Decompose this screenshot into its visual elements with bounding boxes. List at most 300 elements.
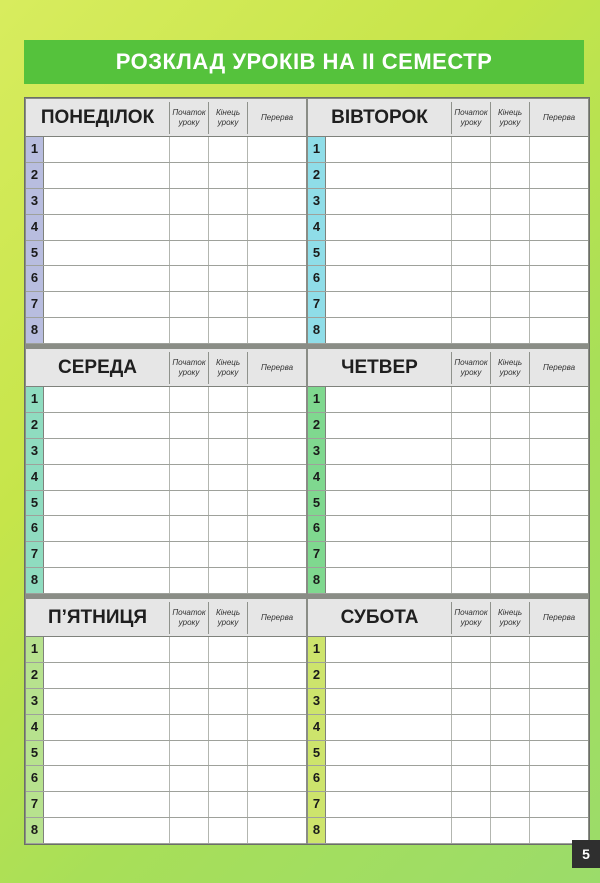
col-header-lesson-end — [490, 602, 529, 634]
break-cell[interactable] — [529, 387, 588, 412]
lesson-number: 5 — [308, 491, 326, 516]
lesson-end-cell[interactable] — [490, 516, 529, 541]
lesson-end-cell[interactable] — [208, 568, 247, 593]
lesson-end-cell[interactable] — [490, 663, 529, 688]
lesson-number: 8 — [308, 318, 326, 343]
lesson-number: 3 — [308, 689, 326, 714]
lesson-number: 2 — [26, 413, 44, 438]
subject-cell[interactable] — [44, 413, 169, 438]
col-header-break: Перерва — [529, 102, 588, 134]
lesson-start-cell[interactable] — [451, 689, 490, 714]
lesson-end-cell[interactable] — [208, 465, 247, 490]
day-header — [26, 349, 306, 387]
lesson-row — [26, 818, 306, 844]
subject-cell[interactable] — [326, 163, 451, 188]
lesson-end-cell[interactable] — [490, 189, 529, 214]
lesson-end-cell[interactable] — [208, 318, 247, 343]
break-cell[interactable] — [247, 792, 306, 817]
day-block-tuesday — [308, 99, 588, 344]
lesson-row — [26, 266, 306, 292]
subject-cell[interactable] — [326, 491, 451, 516]
lesson-number: 4 — [308, 465, 326, 490]
lesson-row — [308, 215, 588, 241]
lesson-end-cell[interactable] — [490, 465, 529, 490]
lesson-end-cell[interactable] — [490, 568, 529, 593]
subject-cell[interactable] — [44, 689, 169, 714]
day-header — [26, 599, 306, 637]
lesson-row — [26, 637, 306, 663]
col-header-line: Початок — [172, 608, 206, 617]
lesson-number: 7 — [308, 792, 326, 817]
subject-cell[interactable] — [44, 542, 169, 567]
lesson-number: 8 — [26, 318, 44, 343]
break-cell[interactable] — [247, 818, 306, 843]
subject-cell[interactable] — [44, 241, 169, 266]
lesson-start-cell[interactable] — [451, 637, 490, 662]
col-header-line: уроку — [499, 368, 521, 377]
lesson-start-cell[interactable] — [451, 792, 490, 817]
lesson-end-cell[interactable] — [208, 215, 247, 240]
subject-cell[interactable] — [44, 766, 169, 791]
lesson-start-cell[interactable] — [169, 387, 208, 412]
subject-cell[interactable] — [44, 439, 169, 464]
col-header-lesson-end — [490, 102, 529, 134]
subject-cell[interactable] — [326, 439, 451, 464]
lesson-end-cell[interactable] — [490, 413, 529, 438]
lesson-number: 3 — [26, 689, 44, 714]
lesson-start-cell[interactable] — [451, 387, 490, 412]
col-header-break: Перерва — [529, 352, 588, 384]
day-header — [26, 99, 306, 137]
lesson-end-cell[interactable] — [208, 413, 247, 438]
timetable — [24, 97, 590, 845]
break-cell[interactable] — [529, 413, 588, 438]
lesson-number: 5 — [308, 741, 326, 766]
day-header — [308, 599, 588, 637]
lesson-start-cell[interactable] — [451, 766, 490, 791]
lesson-start-cell[interactable] — [169, 137, 208, 162]
lesson-number: 3 — [26, 439, 44, 464]
subject-cell[interactable] — [326, 266, 451, 291]
lesson-start-cell[interactable] — [451, 465, 490, 490]
lesson-end-cell[interactable] — [490, 163, 529, 188]
break-cell[interactable] — [529, 465, 588, 490]
lesson-number: 2 — [308, 413, 326, 438]
break-cell[interactable] — [247, 465, 306, 490]
lesson-end-cell[interactable] — [490, 491, 529, 516]
break-cell[interactable] — [247, 663, 306, 688]
lesson-row — [308, 292, 588, 318]
break-cell[interactable] — [247, 189, 306, 214]
lesson-end-cell[interactable] — [208, 292, 247, 317]
break-cell[interactable] — [529, 542, 588, 567]
lesson-start-cell[interactable] — [451, 818, 490, 843]
break-cell[interactable] — [529, 516, 588, 541]
lesson-row — [26, 163, 306, 189]
lesson-number: 4 — [308, 215, 326, 240]
lesson-end-cell[interactable] — [490, 689, 529, 714]
col-header-lesson-start — [169, 602, 208, 634]
lesson-start-cell[interactable] — [451, 663, 490, 688]
lesson-end-cell[interactable] — [490, 137, 529, 162]
lesson-number: 3 — [308, 189, 326, 214]
lesson-start-cell[interactable] — [169, 637, 208, 662]
lesson-end-cell[interactable] — [208, 766, 247, 791]
lesson-end-cell[interactable] — [208, 542, 247, 567]
day-name: П’ЯТНИЦЯ — [47, 607, 148, 628]
lesson-start-cell[interactable] — [169, 741, 208, 766]
lesson-end-cell[interactable] — [490, 818, 529, 843]
break-cell[interactable] — [247, 491, 306, 516]
subject-cell[interactable] — [326, 413, 451, 438]
lesson-row — [308, 542, 588, 568]
col-header-line: уроку — [499, 618, 521, 627]
lesson-start-cell[interactable] — [169, 516, 208, 541]
lesson-start-cell[interactable] — [451, 266, 490, 291]
col-header-break: Перерва — [247, 352, 306, 384]
col-header-line: Кінець — [497, 108, 523, 117]
lesson-number: 8 — [308, 818, 326, 843]
col-header-line: уроку — [217, 368, 239, 377]
lesson-row — [26, 292, 306, 318]
col-header-line: Кінець — [497, 358, 523, 367]
lesson-end-cell[interactable] — [208, 637, 247, 662]
subject-cell[interactable] — [44, 516, 169, 541]
lesson-row — [308, 189, 588, 215]
subject-cell[interactable] — [44, 137, 169, 162]
break-cell[interactable] — [529, 715, 588, 740]
lesson-row — [308, 741, 588, 767]
break-cell[interactable] — [247, 689, 306, 714]
lesson-end-cell[interactable] — [490, 439, 529, 464]
lesson-start-cell[interactable] — [451, 413, 490, 438]
day-name: ПОНЕДІЛОК — [40, 107, 155, 128]
lesson-row — [308, 516, 588, 542]
break-cell[interactable] — [247, 241, 306, 266]
break-cell[interactable] — [247, 715, 306, 740]
lesson-end-cell[interactable] — [208, 163, 247, 188]
lesson-number: 6 — [26, 266, 44, 291]
subject-cell[interactable] — [326, 766, 451, 791]
subject-cell[interactable] — [326, 215, 451, 240]
subject-cell[interactable] — [326, 568, 451, 593]
lesson-row — [308, 792, 588, 818]
lesson-row — [26, 215, 306, 241]
lesson-start-cell[interactable] — [169, 439, 208, 464]
lesson-number: 7 — [26, 292, 44, 317]
break-cell[interactable] — [247, 766, 306, 791]
break-cell[interactable] — [529, 241, 588, 266]
lesson-row — [26, 766, 306, 792]
lesson-end-cell[interactable] — [208, 189, 247, 214]
day-name: СУБОТА — [340, 607, 419, 628]
lesson-row — [308, 413, 588, 439]
break-cell[interactable] — [529, 663, 588, 688]
col-header-line: уроку — [178, 118, 200, 127]
col-header-line: Початок — [172, 358, 206, 367]
lesson-start-cell[interactable] — [169, 465, 208, 490]
subject-cell[interactable] — [44, 792, 169, 817]
break-cell[interactable] — [529, 266, 588, 291]
break-cell[interactable] — [529, 741, 588, 766]
lesson-row — [26, 189, 306, 215]
lesson-end-cell[interactable] — [208, 715, 247, 740]
lesson-end-cell[interactable] — [208, 491, 247, 516]
lesson-number: 4 — [26, 715, 44, 740]
subject-cell[interactable] — [44, 163, 169, 188]
lesson-start-cell[interactable] — [451, 439, 490, 464]
break-cell[interactable] — [247, 137, 306, 162]
subject-cell[interactable] — [326, 292, 451, 317]
lesson-number: 2 — [308, 163, 326, 188]
lesson-end-cell[interactable] — [208, 689, 247, 714]
break-cell[interactable] — [247, 292, 306, 317]
lesson-end-cell[interactable] — [208, 663, 247, 688]
lesson-number: 1 — [308, 137, 326, 162]
break-cell[interactable] — [529, 215, 588, 240]
break-cell[interactable] — [247, 637, 306, 662]
subject-cell[interactable] — [44, 387, 169, 412]
lesson-row — [26, 465, 306, 491]
col-header-line: Початок — [172, 108, 206, 117]
lesson-row — [308, 689, 588, 715]
lesson-number: 5 — [26, 741, 44, 766]
lesson-end-cell[interactable] — [208, 266, 247, 291]
break-cell[interactable] — [247, 215, 306, 240]
subject-cell[interactable] — [326, 637, 451, 662]
lesson-end-cell[interactable] — [208, 818, 247, 843]
subject-cell[interactable] — [44, 818, 169, 843]
lesson-number: 2 — [26, 663, 44, 688]
lesson-number: 7 — [26, 542, 44, 567]
break-cell[interactable] — [529, 189, 588, 214]
subject-cell[interactable] — [44, 663, 169, 688]
break-cell[interactable] — [247, 413, 306, 438]
subject-cell[interactable] — [326, 516, 451, 541]
page-title: РОЗКЛАД УРОКІВ НА ІІ СЕМЕСТР — [24, 40, 584, 84]
lesson-start-cell[interactable] — [451, 215, 490, 240]
break-cell[interactable] — [247, 568, 306, 593]
lesson-start-cell[interactable] — [169, 663, 208, 688]
lesson-start-cell[interactable] — [169, 266, 208, 291]
lesson-end-cell[interactable] — [490, 766, 529, 791]
break-cell[interactable] — [247, 439, 306, 464]
lesson-number: 8 — [26, 568, 44, 593]
break-cell[interactable] — [529, 568, 588, 593]
lesson-row — [26, 387, 306, 413]
lesson-row — [26, 491, 306, 517]
break-cell[interactable] — [529, 292, 588, 317]
lesson-end-cell[interactable] — [490, 387, 529, 412]
break-cell[interactable] — [529, 439, 588, 464]
subject-cell[interactable] — [44, 741, 169, 766]
lesson-start-cell[interactable] — [451, 542, 490, 567]
day-block-monday — [26, 99, 306, 344]
subject-cell[interactable] — [44, 266, 169, 291]
subject-cell[interactable] — [326, 387, 451, 412]
lesson-start-cell[interactable] — [169, 792, 208, 817]
lesson-end-cell[interactable] — [490, 715, 529, 740]
subject-cell[interactable] — [326, 689, 451, 714]
day-name: СЕРЕДА — [58, 357, 137, 378]
lesson-start-cell[interactable] — [451, 715, 490, 740]
lesson-end-cell[interactable] — [490, 741, 529, 766]
lesson-end-cell[interactable] — [208, 387, 247, 412]
lesson-row — [26, 137, 306, 163]
lesson-start-cell[interactable] — [169, 766, 208, 791]
subject-cell[interactable] — [44, 637, 169, 662]
lesson-number: 3 — [308, 439, 326, 464]
subject-cell[interactable] — [44, 215, 169, 240]
lesson-row — [26, 568, 306, 594]
lesson-end-cell[interactable] — [490, 792, 529, 817]
lesson-row — [308, 568, 588, 594]
break-cell[interactable] — [247, 741, 306, 766]
col-header-line: Кінець — [215, 108, 241, 117]
subject-cell[interactable] — [326, 663, 451, 688]
col-header-break: Перерва — [529, 602, 588, 634]
col-header-lesson-end — [490, 352, 529, 384]
lesson-start-cell[interactable] — [169, 292, 208, 317]
col-header-lesson-start — [451, 352, 490, 384]
lesson-row — [26, 318, 306, 344]
lesson-end-cell[interactable] — [208, 137, 247, 162]
lesson-start-cell[interactable] — [451, 292, 490, 317]
break-cell[interactable] — [529, 766, 588, 791]
lesson-start-cell[interactable] — [169, 241, 208, 266]
lesson-start-cell[interactable] — [169, 542, 208, 567]
day-header — [308, 99, 588, 137]
lesson-row — [26, 413, 306, 439]
break-cell[interactable] — [529, 637, 588, 662]
lesson-row — [308, 766, 588, 792]
break-cell[interactable] — [247, 266, 306, 291]
lesson-start-cell[interactable] — [451, 241, 490, 266]
lesson-row — [308, 637, 588, 663]
break-cell[interactable] — [247, 516, 306, 541]
lesson-start-cell[interactable] — [169, 715, 208, 740]
lesson-number: 8 — [308, 568, 326, 593]
lesson-start-cell[interactable] — [169, 215, 208, 240]
subject-cell[interactable] — [44, 292, 169, 317]
lesson-start-cell[interactable] — [169, 491, 208, 516]
subject-cell[interactable] — [44, 491, 169, 516]
lesson-end-cell[interactable] — [490, 215, 529, 240]
lesson-row — [26, 516, 306, 542]
lesson-start-cell[interactable] — [451, 318, 490, 343]
subject-cell[interactable] — [44, 568, 169, 593]
lesson-number: 4 — [308, 715, 326, 740]
lesson-start-cell[interactable] — [451, 568, 490, 593]
lesson-number: 5 — [26, 491, 44, 516]
lesson-end-cell[interactable] — [208, 516, 247, 541]
lesson-end-cell[interactable] — [490, 542, 529, 567]
lesson-start-cell[interactable] — [169, 189, 208, 214]
lesson-start-cell[interactable] — [169, 163, 208, 188]
lesson-number: 6 — [308, 516, 326, 541]
lesson-number: 4 — [26, 465, 44, 490]
lesson-end-cell[interactable] — [208, 741, 247, 766]
lesson-end-cell[interactable] — [490, 266, 529, 291]
lesson-start-cell[interactable] — [451, 491, 490, 516]
lesson-number: 1 — [308, 387, 326, 412]
lesson-start-cell[interactable] — [169, 318, 208, 343]
lesson-start-cell[interactable] — [451, 137, 490, 162]
lesson-start-cell[interactable] — [169, 568, 208, 593]
subject-cell[interactable] — [326, 189, 451, 214]
lesson-row — [308, 387, 588, 413]
subject-cell[interactable] — [44, 715, 169, 740]
lesson-end-cell[interactable] — [490, 637, 529, 662]
lesson-end-cell[interactable] — [208, 439, 247, 464]
lesson-start-cell[interactable] — [451, 516, 490, 541]
col-header-lesson-start — [451, 602, 490, 634]
subject-cell[interactable] — [326, 818, 451, 843]
subject-cell[interactable] — [326, 137, 451, 162]
col-header-line: Початок — [454, 608, 488, 617]
lesson-start-cell[interactable] — [451, 741, 490, 766]
lesson-end-cell[interactable] — [490, 292, 529, 317]
break-cell[interactable] — [529, 318, 588, 343]
lesson-end-cell[interactable] — [208, 792, 247, 817]
subject-cell[interactable] — [44, 189, 169, 214]
col-header-line: Початок — [454, 108, 488, 117]
lesson-number: 1 — [26, 637, 44, 662]
break-cell[interactable] — [529, 792, 588, 817]
subject-cell[interactable] — [326, 792, 451, 817]
lesson-end-cell[interactable] — [490, 241, 529, 266]
col-header-lesson-start — [169, 102, 208, 134]
lesson-row — [26, 715, 306, 741]
break-cell[interactable] — [529, 137, 588, 162]
subject-cell[interactable] — [44, 318, 169, 343]
day-name: ВІВТОРОК — [331, 107, 428, 128]
col-header-line: уроку — [217, 618, 239, 627]
lesson-start-cell[interactable] — [169, 689, 208, 714]
col-header-line: Кінець — [215, 608, 241, 617]
lesson-row — [26, 542, 306, 568]
break-cell[interactable] — [529, 689, 588, 714]
lesson-end-cell[interactable] — [490, 318, 529, 343]
lesson-row — [308, 491, 588, 517]
subject-cell[interactable] — [326, 741, 451, 766]
col-header-line: Кінець — [497, 608, 523, 617]
break-cell[interactable] — [247, 163, 306, 188]
lesson-end-cell[interactable] — [208, 241, 247, 266]
subject-cell[interactable] — [326, 241, 451, 266]
lesson-start-cell[interactable] — [451, 163, 490, 188]
subject-cell[interactable] — [326, 318, 451, 343]
lesson-start-cell[interactable] — [169, 818, 208, 843]
break-cell[interactable] — [529, 491, 588, 516]
break-cell[interactable] — [247, 542, 306, 567]
subject-cell[interactable] — [44, 465, 169, 490]
lesson-start-cell[interactable] — [169, 413, 208, 438]
lesson-row — [308, 715, 588, 741]
subject-cell[interactable] — [326, 542, 451, 567]
page-number: 5 — [572, 840, 600, 868]
subject-cell[interactable] — [326, 715, 451, 740]
subject-cell[interactable] — [326, 465, 451, 490]
break-cell[interactable] — [529, 163, 588, 188]
break-cell[interactable] — [247, 387, 306, 412]
day-block-friday — [26, 599, 306, 844]
break-cell[interactable] — [247, 318, 306, 343]
lesson-start-cell[interactable] — [451, 189, 490, 214]
lesson-number: 7 — [26, 792, 44, 817]
lesson-row — [308, 818, 588, 844]
lesson-number: 6 — [26, 516, 44, 541]
